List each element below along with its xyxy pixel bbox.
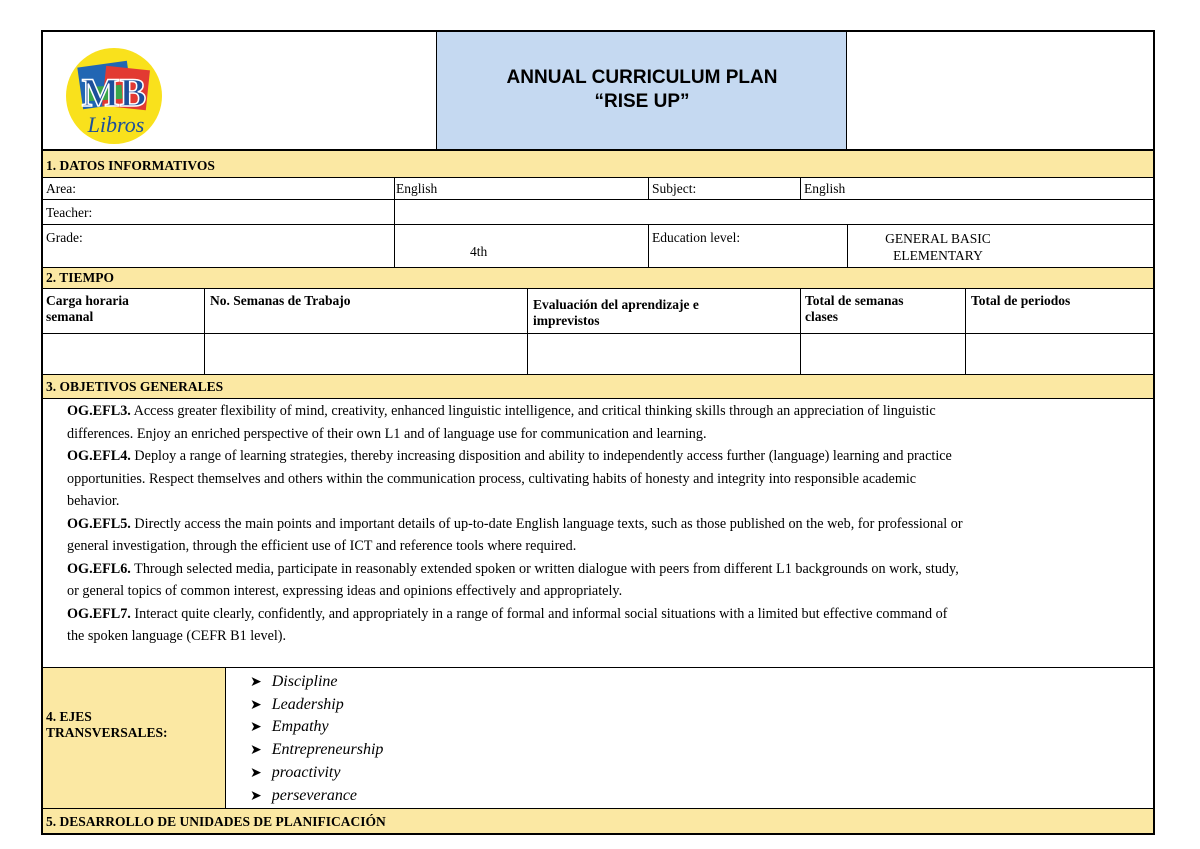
rule	[42, 224, 1154, 225]
title-line-2: “RISE UP”	[594, 91, 690, 112]
list-item	[250, 762, 383, 785]
list-item	[250, 739, 383, 762]
objective-item	[67, 558, 1152, 581]
arrow-bullet-icon: ➤	[250, 742, 262, 759]
objective-text: Interact quite clearly, confidently, and appropriately in a range of formal and informal social situations with a limited but effective command of	[130, 605, 948, 622]
objective-code: OG.EFL3.	[67, 403, 131, 419]
document-title	[437, 66, 847, 114]
rule	[42, 199, 1154, 200]
objective-text: behavior.	[67, 493, 120, 509]
rule	[42, 667, 1154, 668]
list-item	[250, 716, 383, 739]
arrow-bullet-icon: ➤	[250, 674, 262, 690]
objectives-list	[67, 400, 1152, 648]
objective-item	[67, 513, 1152, 536]
logo-sub-text: Libros	[87, 112, 145, 137]
divider	[204, 288, 205, 374]
tiempo-header-total-periodos	[971, 293, 1070, 309]
subject-label: Subject:	[652, 181, 697, 196]
eje-label: Discipline	[271, 673, 338, 690]
eje-label: Empathy	[271, 718, 329, 736]
section3-title: 3. OBJETIVOS GENERALES	[46, 379, 224, 394]
objective-item	[67, 445, 1152, 468]
eje-label: perseverance	[271, 786, 358, 804]
list-item	[250, 671, 383, 694]
education-level-line-2: ELEMENTARY	[893, 248, 983, 263]
objective-text: Through selected media, participate in reasonably extended spoken or written dialogue with peers from different L1 backgrounds on work, study,	[130, 560, 959, 577]
grade-label: Grade:	[46, 230, 83, 245]
rule	[42, 374, 1154, 375]
header-line: imprevistos	[533, 313, 600, 328]
objective-text: Deploy a range of learning strategies, thereby increasing disposition and ability to independently access further (language) learning and practice	[130, 448, 952, 464]
objective-code: OG.EFL4.	[67, 448, 131, 464]
objective-text: Access greater flexibility of mind, creativity, enhanced linguistic intelligence, and critical thinking skills through an appreciation of linguistic	[130, 403, 936, 419]
section4-title-line-2: TRANSVERSALES:	[46, 725, 168, 740]
rule	[42, 177, 1154, 178]
eje-label: Leadership	[271, 695, 344, 713]
education-level-line-1: GENERAL BASIC	[885, 231, 991, 246]
header-line: Total de semanas	[805, 293, 904, 308]
objective-code: OG.EFL6.	[67, 560, 131, 577]
objective-text: or general topics of common interest, expressing ideas and opinions effectively and appropriately.	[67, 583, 623, 599]
arrow-bullet-icon: ➤	[250, 787, 262, 804]
objective-text: Directly access the main points and important details of up-to-date English language texts, such as those published on the web, for professional or	[130, 515, 963, 532]
header-line: No. Semanas de Trabajo	[210, 293, 351, 308]
section2-title: 2. TIEMPO	[46, 270, 115, 285]
section1-title: 1. DATOS INFORMATIVOS	[46, 158, 215, 173]
eje-label: Entrepreneurship	[271, 741, 384, 759]
arrow-bullet-icon: ➤	[250, 696, 262, 713]
area-value: English	[396, 181, 438, 196]
objective-item	[67, 603, 1152, 626]
objective-text: general investigation, through the efficient use of ICT and reference tools where required.	[67, 538, 577, 554]
subject-value: English	[804, 181, 846, 196]
list-item	[250, 694, 383, 717]
rule	[42, 333, 1154, 334]
header-line: Evaluación del aprendizaje e	[533, 297, 699, 312]
education-level-label: Education level:	[652, 230, 741, 245]
tiempo-header-semanas-trabajo	[210, 293, 351, 309]
rule	[42, 288, 1154, 289]
divider	[648, 224, 649, 267]
tiempo-header-evaluacion	[533, 297, 699, 329]
header-line: Total de periodos	[971, 293, 1071, 308]
header-line: semanal	[46, 309, 94, 324]
tiempo-header-total-semanas	[805, 293, 904, 325]
divider	[847, 224, 848, 267]
logo	[58, 46, 170, 146]
teacher-label: Teacher:	[46, 205, 93, 220]
tiempo-header-carga-horaria	[46, 293, 129, 325]
divider	[965, 288, 966, 374]
objective-text: the spoken language (CEFR B1 level).	[67, 628, 287, 644]
logo-main-text: MB	[81, 70, 147, 115]
objective-item	[67, 400, 1152, 423]
objective-code: OG.EFL7.	[67, 605, 131, 622]
rule	[42, 398, 1154, 399]
divider	[225, 667, 226, 808]
section5-title: 5. DESARROLLO DE UNIDADES DE PLANIFICACIÓN	[46, 814, 386, 829]
divider	[394, 177, 395, 267]
header-line: clases	[805, 309, 838, 324]
education-level-value	[868, 230, 1008, 264]
area-label: Area:	[46, 181, 76, 196]
header-bottom-rule	[42, 149, 1154, 151]
rule	[42, 267, 1154, 268]
objective-text: opportunities. Respect themselves and others within the communication process, cultivating habits of honesty and integrity into responsible academic	[67, 470, 917, 487]
divider	[800, 288, 801, 374]
arrow-bullet-icon: ➤	[250, 764, 262, 781]
divider	[800, 177, 801, 199]
rule	[42, 808, 1154, 809]
title-line-1: ANNUAL CURRICULUM PLAN	[506, 67, 778, 88]
arrow-bullet-icon: ➤	[250, 719, 262, 736]
header-line: Carga horaria	[46, 293, 129, 308]
divider	[648, 177, 649, 199]
ejes-list	[250, 671, 383, 807]
grade-value: 4th	[470, 244, 488, 259]
list-item	[250, 785, 383, 808]
objective-code: OG.EFL5.	[67, 515, 131, 532]
divider	[527, 288, 528, 374]
section4-title	[46, 709, 168, 741]
objective-text: differences. Enjoy an enriched perspective of their own L1 and of language use for communication and learning.	[67, 425, 707, 442]
eje-label: proactivity	[271, 763, 341, 781]
section4-title-line-1: 4. EJES	[46, 709, 92, 724]
